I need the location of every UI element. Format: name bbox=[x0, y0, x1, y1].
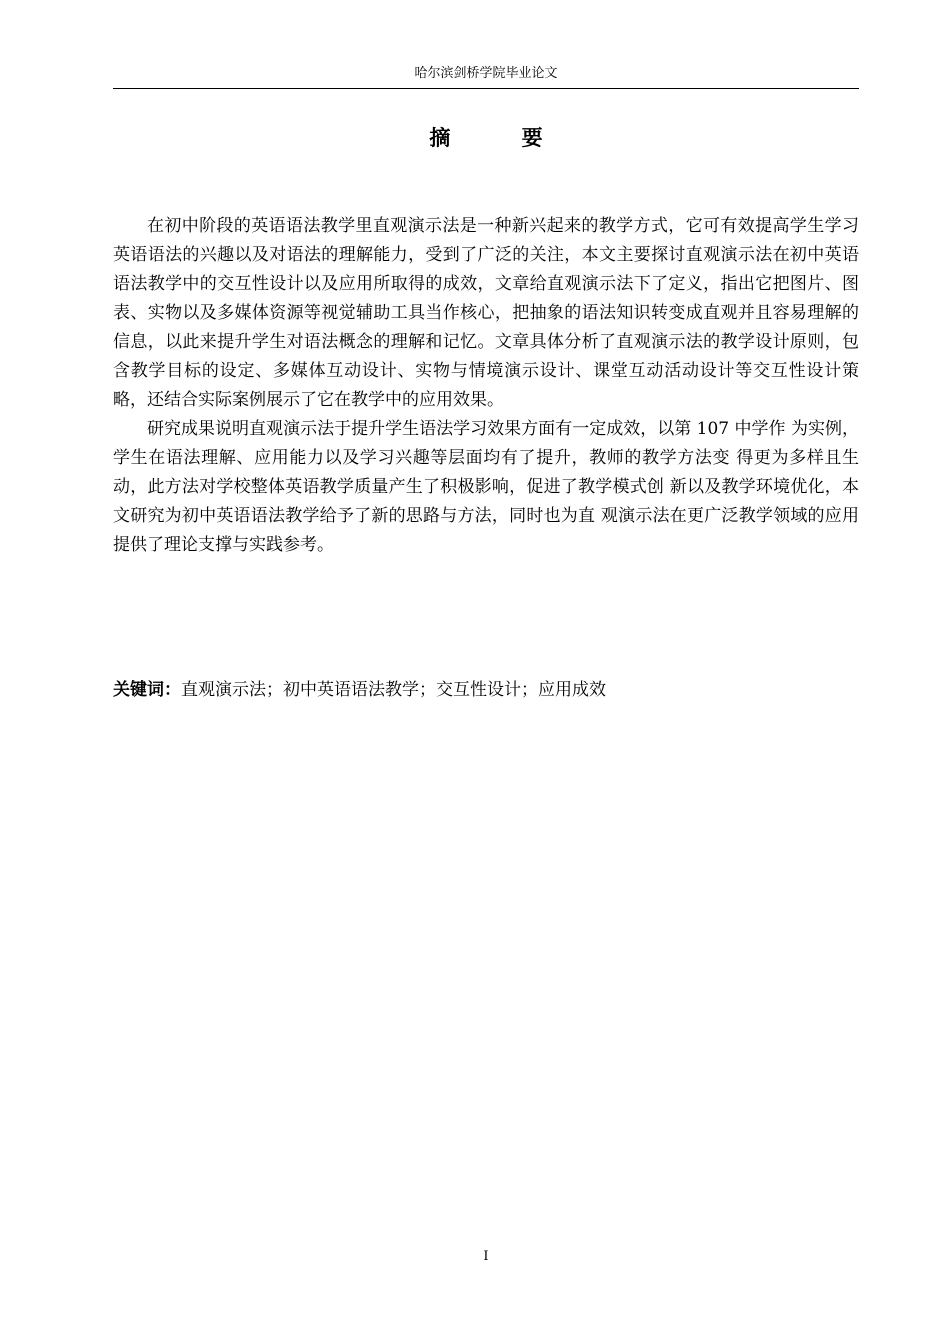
header-text: 哈尔滨剑桥学院毕业论文 bbox=[414, 66, 558, 81]
abstract-body bbox=[113, 212, 859, 560]
page-header bbox=[113, 64, 859, 89]
keywords-text: 直观演示法；初中英语语法教学；交互性设计；应用成效 bbox=[181, 680, 606, 700]
abstract-paragraph-2: 研究成果说明直观演示法于提升学生语法学习效果方面有一定成效，以第 107 中学作 为实例，学生在语法理解、应用能力以及学习兴趣等层面均有了提升，教师的教学方法变 得更为多样且生动，此方法对学校整体英语教学质量产生了积极影响，促进了教学模式创 新以及教学环境优化，本文研究为初中英语语法教学给予了新的思路与方法，同时也为直 观演示法在更广泛教学领域的应用提供了理论支撑与实践参考。 bbox=[113, 419, 859, 555]
abstract-title: 摘 要 bbox=[429, 125, 575, 150]
abstract-paragraph-1: 在初中阶段的英语语法教学里直观演示法是一种新兴起来的教学方式，它可有效提高学生学习英语语法的兴趣以及对语法的理解能力，受到了广泛的关注，本文主要探讨直观演示法在初中英语语法教学中的交互性设计以及应用所取得的成效，文章给直观演示法下了定义，指出它把图片、图表、实物以及多媒体资源等视觉辅助工具当作核心，把抽象的语法知识转变成直观并且容易理解的信息，以此来提升学生对语法概念的理解和记忆。文章具体分析了直观演示法的教学设计原则，包含教学目标的设定、多媒体互动设计、实物与情境演示设计、课堂互动活动设计等交互性设计策略，还结合实际案例展示了它在教学中的应用效果。 bbox=[113, 216, 859, 410]
page-number: I bbox=[483, 1249, 489, 1264]
keywords-line bbox=[113, 676, 859, 705]
keywords-label: 关键词： bbox=[113, 680, 181, 700]
